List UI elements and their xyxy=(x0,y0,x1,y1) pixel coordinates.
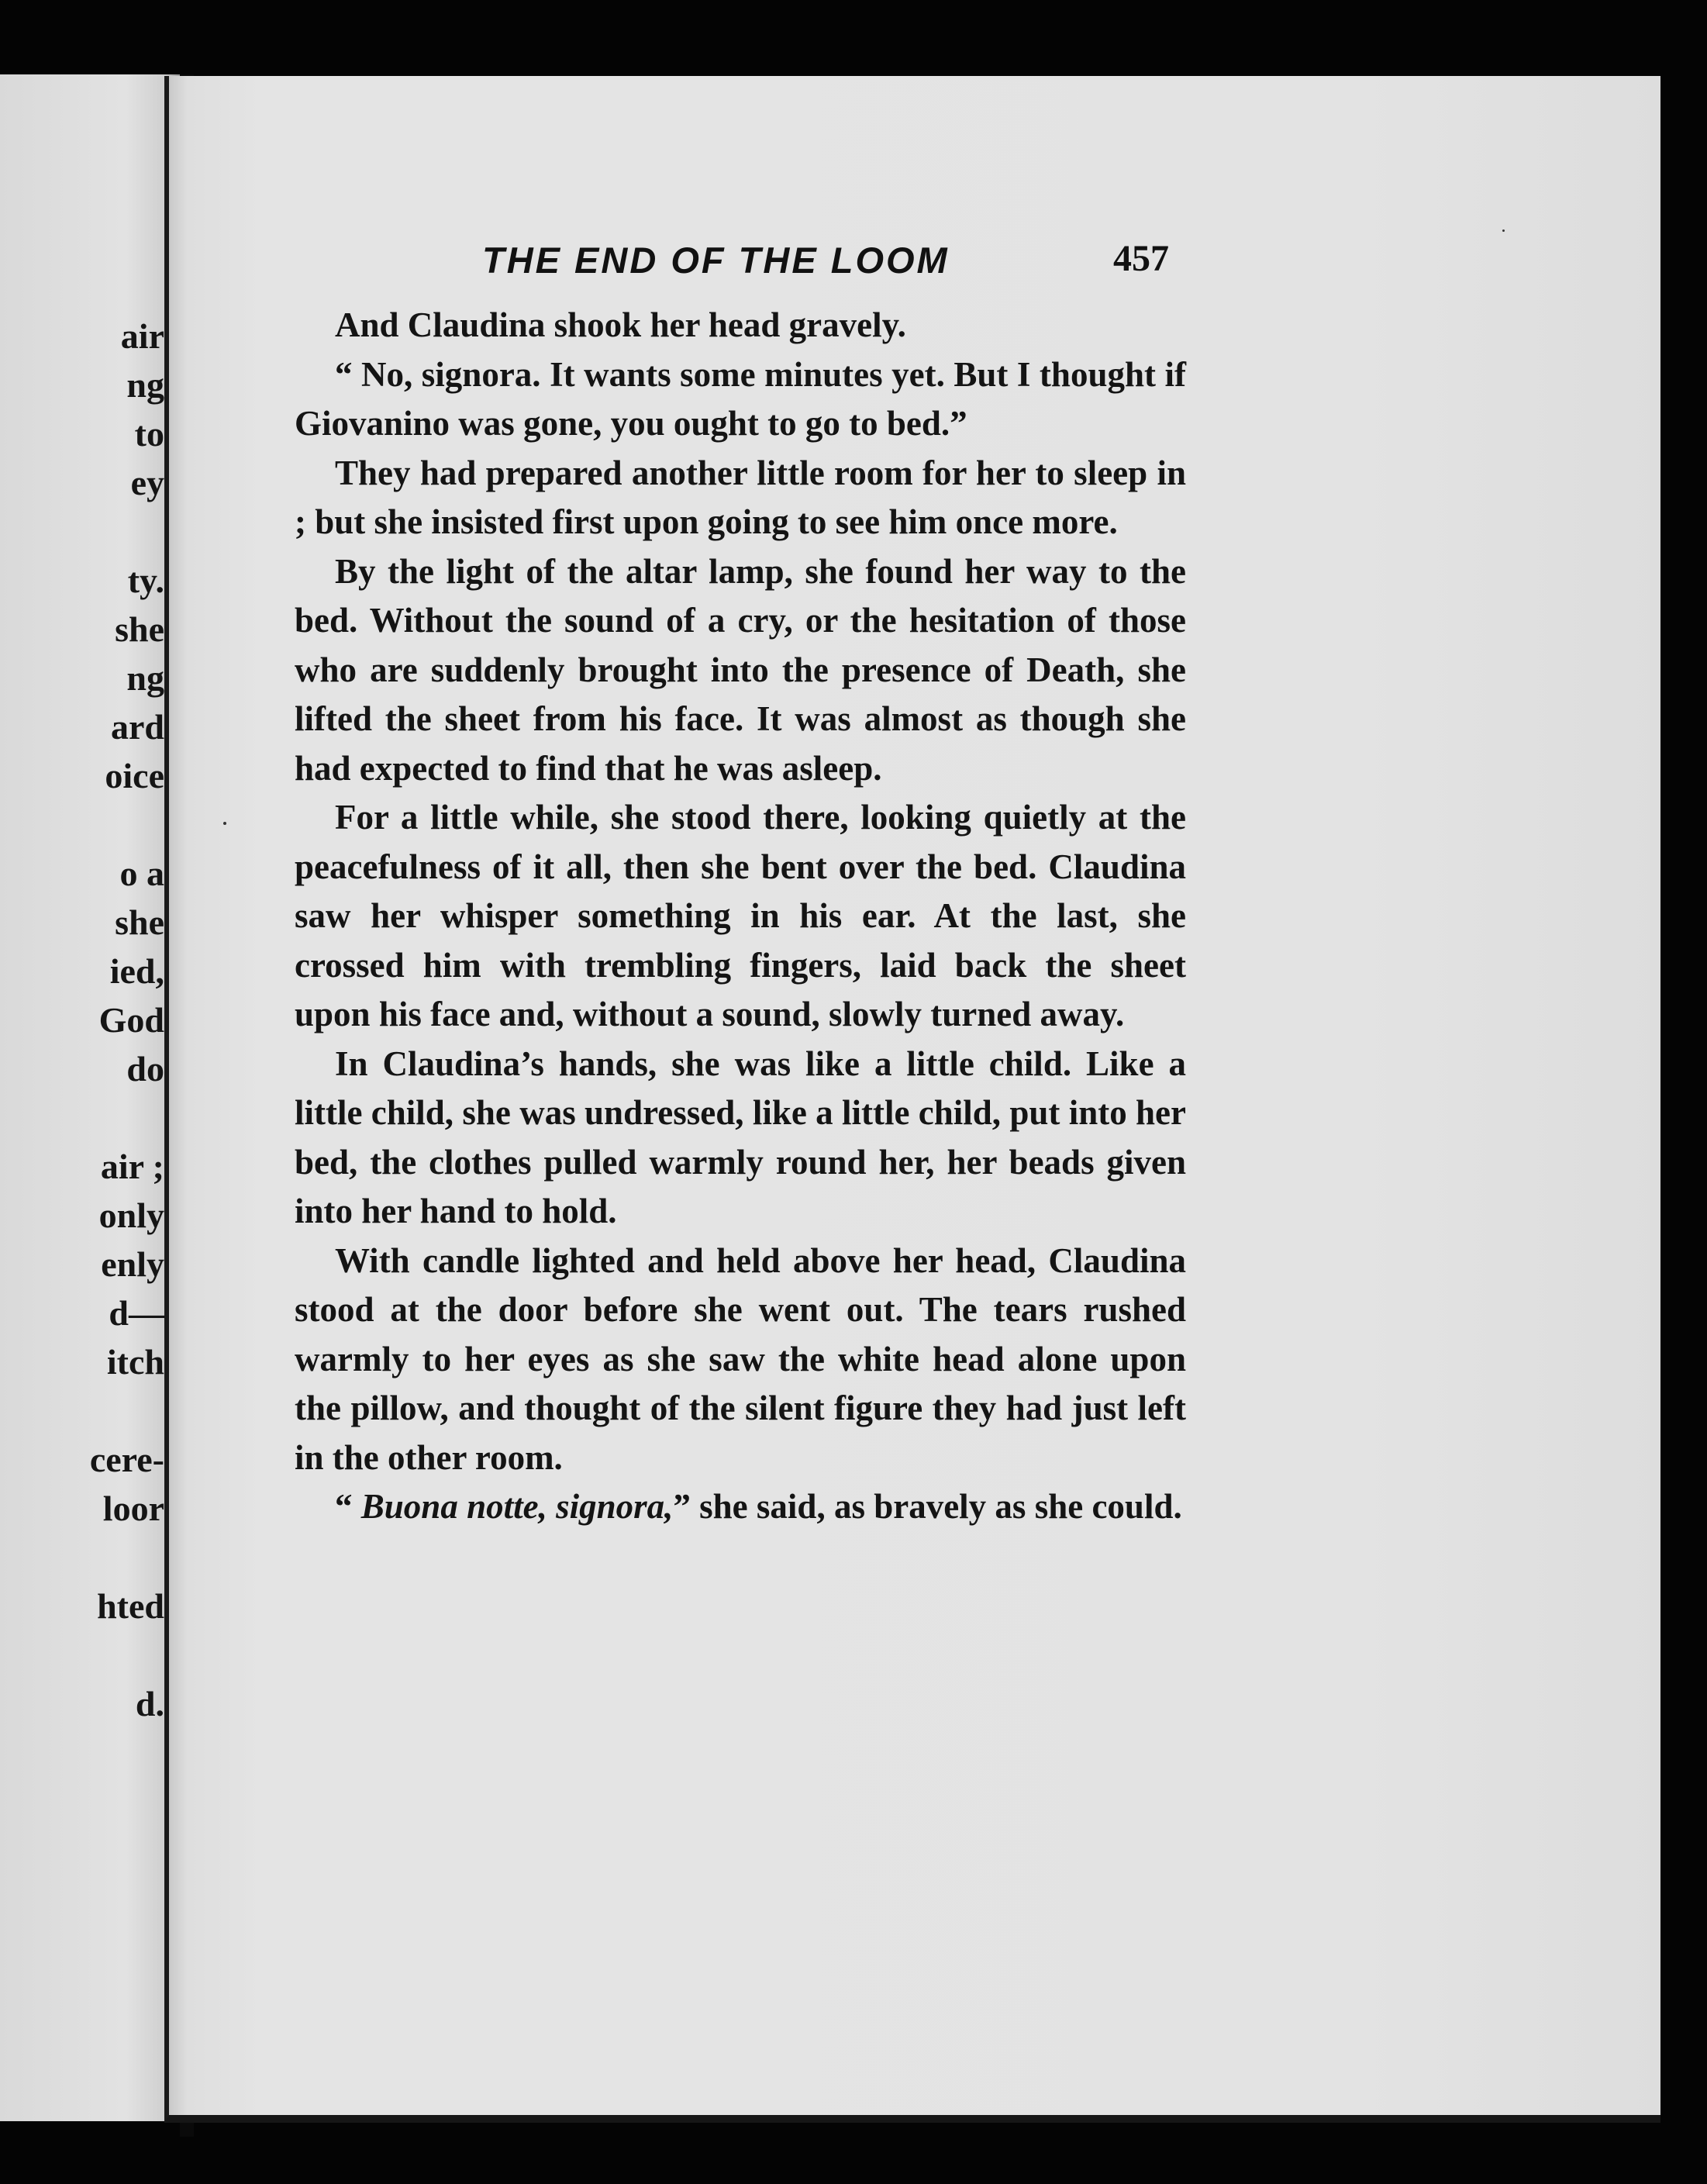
facing-line: only xyxy=(98,1196,164,1235)
paragraph: For a little while, she stood there, looking quietly at the peacefulness of it all, then she bent over the bed. Claudina saw her whisper something in his ear. At the last, she crossed him with trembling fingers, laid back the sheet upon his face and, without a sound, slowly turned away. xyxy=(295,798,1186,1033)
paragraph: And Claudina shook her head gravely. xyxy=(335,305,906,344)
facing-line: she xyxy=(115,902,164,942)
facing-line: loor xyxy=(102,1489,164,1528)
facing-line: she xyxy=(115,609,164,649)
facing-line: d. xyxy=(135,1684,164,1723)
facing-line: air ; xyxy=(100,1147,164,1186)
facing-page-fragment xyxy=(0,74,180,2121)
facing-line: ard xyxy=(111,707,164,747)
facing-line: ied, xyxy=(109,951,164,991)
facing-line: do xyxy=(126,1049,164,1089)
closing-text: ” she said, as bravely as she could. xyxy=(673,1487,1182,1526)
page-number: 457 xyxy=(1113,238,1169,279)
facing-line: enly xyxy=(101,1244,164,1284)
open-quote: “ xyxy=(335,1487,361,1526)
paragraph: By the light of the altar lamp, she found her way to the bed. Without the sound of a cry, or the hesitation of those who are suddenly brought into the presence of Death, she lifted the sheet from his face. It was almost as though she had expected to find that he was asleep. xyxy=(295,551,1186,788)
facing-line: air xyxy=(120,316,164,356)
closing-paragraph xyxy=(295,1482,1186,1532)
facing-line: ng xyxy=(126,365,164,405)
paragraph: They had prepared another little room for her to sleep in ; but she insisted first upon going to see him once more. xyxy=(295,453,1186,541)
facing-line: o a xyxy=(119,854,164,893)
facing-line: cere- xyxy=(89,1440,164,1479)
facing-line: ey xyxy=(130,463,164,502)
dust-speck xyxy=(223,822,226,825)
facing-line: hted xyxy=(97,1586,164,1626)
dust-speck xyxy=(1502,229,1505,232)
running-title: THE END OF THE LOOM xyxy=(482,240,950,281)
facing-line: to xyxy=(134,414,164,454)
paragraph: With candle lighted and held above her head, Claudina stood at the door before she went out. The tears rushed warmly to her eyes as she saw the white head alone upon the pillow, and thought of the silent figure they had just left in the other room. xyxy=(295,1240,1186,1477)
facing-line: God xyxy=(98,1000,164,1040)
facing-line: oice xyxy=(105,756,164,795)
facing-line: ty. xyxy=(127,561,164,600)
paragraph: “ No, signora. It wants some minutes yet. But I thought if Giovanino was gone, you ought to go to bed.” xyxy=(295,354,1186,443)
paragraph: In Claudina’s hands, she was like a little child. Like a little child, she was undressed, like a little child, put into her bed, the clothes pulled warmly round her, her beads given into her hand to hold. xyxy=(295,1044,1186,1230)
facing-line: itch xyxy=(106,1342,164,1382)
book-page xyxy=(164,76,1660,2123)
italic-phrase: Buona notte, signora, xyxy=(360,1487,674,1526)
facing-line: d— xyxy=(109,1293,164,1333)
facing-line: ng xyxy=(126,658,164,698)
body-text xyxy=(295,301,1186,1532)
page-header xyxy=(169,231,1660,293)
